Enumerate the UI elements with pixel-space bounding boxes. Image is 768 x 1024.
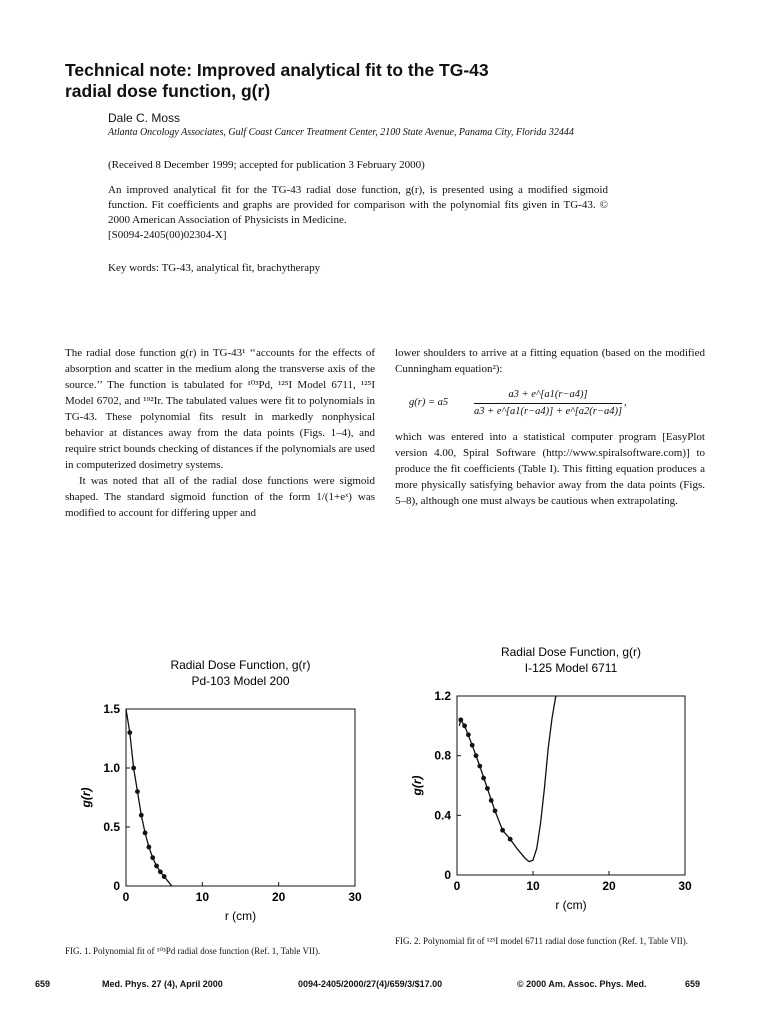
x-tick-label: 30 (678, 879, 692, 893)
chart-title: Radial Dose Function, g(r) (500, 645, 642, 659)
y-tick-label: 1.2 (434, 689, 451, 703)
chart-subtitle: I-125 Model 6711 (524, 661, 618, 675)
figure-2 (395, 640, 715, 930)
data-point (158, 869, 163, 874)
data-point (474, 753, 479, 758)
fitting-equation (409, 387, 705, 417)
x-tick-label: 0 (122, 890, 130, 904)
data-point (162, 874, 167, 879)
y-tick-label: 1.0 (103, 761, 120, 775)
figure-1-chart (60, 650, 380, 950)
figure-2-chart (395, 640, 715, 930)
title-line-2: radial dose function, g(r) (65, 81, 271, 101)
footer-copyright: © 2000 Am. Assoc. Phys. Med. (517, 979, 647, 989)
article-title (65, 60, 705, 102)
data-point (466, 732, 471, 737)
chart-title: Radial Dose Function, g(r) (170, 658, 311, 672)
x-tick-label: 20 (602, 879, 616, 893)
data-point (143, 831, 148, 836)
x-axis-label: r (cm) (224, 909, 257, 923)
data-point (150, 855, 155, 860)
y-axis-label: g(r) (79, 787, 93, 808)
data-point (489, 798, 494, 803)
paragraph-2: It was noted that all of the radial dose functions were sigmoid shaped. The standard sigmoid function of the form 1/(1+eˣ) was modified to account for differing upper and (65, 475, 375, 519)
footer-page-right: 659 (685, 979, 701, 989)
data-point (485, 786, 490, 791)
figure-1 (60, 650, 380, 950)
x-tick-label: 20 (271, 890, 286, 904)
data-point (477, 764, 482, 769)
paragraph-4: which was entered into a statistical computer program [EasyPlot version 4.00, Spiral Software (http://www.spiralsoftware.com)] to produce the fit coefficients (Table I). This fitting equation produces a more physically satisfying behavior away from the data points (Figs. 5–8), although one must always be cautious when extrapolating. (395, 431, 705, 507)
equation-fraction (474, 387, 622, 420)
footer-code: 0094-2405/2000/27(4)/659/3/$17.00 (298, 979, 443, 989)
plot-frame (126, 709, 355, 886)
author-name: Dale C. Moss (108, 111, 181, 125)
data-point (127, 730, 132, 735)
x-tick-label: 10 (526, 879, 540, 893)
equation-numerator: a3 + e^[a1(r−a4)] (474, 387, 622, 404)
chart-subtitle: Pd-103 Model 200 (191, 674, 290, 688)
y-tick-label: 0.4 (434, 808, 451, 823)
data-point (500, 828, 505, 833)
fit-curve (126, 709, 172, 886)
data-point (135, 789, 140, 794)
data-point (458, 717, 463, 722)
y-axis-label: g(r) (410, 775, 424, 796)
y-tick-label: 1.5 (103, 702, 120, 716)
data-point (462, 723, 467, 728)
abstract-text: An improved analytical fit for the TG-43 radial dose function, g(r), is presented using a modified sigmoid function. Fit coefficients and graphs are provided for comparison with the polynomial fits given in TG-43. © 2000 American Association of Physicists in Medicine. (108, 184, 608, 226)
author-affiliation: Atlanta Oncology Associates, Gulf Coast Cancer Treatment Center, 2100 State Avenue, Panama City, Florida 32444 (108, 127, 574, 138)
y-tick-label: 0.8 (434, 748, 451, 763)
equation-comma: , (624, 397, 627, 408)
plot-frame (457, 696, 685, 875)
data-point (139, 813, 144, 818)
x-tick-label: 30 (348, 890, 362, 904)
footer-journal: Med. Phys. 27 (4), April 2000 (102, 979, 223, 989)
footer-page-left: 659 (35, 979, 51, 989)
received-dates: (Received 8 December 1999; accepted for publication 3 February 2000) (108, 159, 425, 171)
equation-denominator: a3 + e^[a1(r−a4)] + e^[a2(r−a4)] (474, 406, 623, 417)
data-point (131, 766, 136, 771)
body-column-right (395, 345, 705, 509)
data-point (493, 808, 498, 813)
figure-1-caption: FIG. 1. Polynomial fit of ¹⁰³Pd radial dose function (Ref. 1, Table VII). (65, 946, 321, 956)
y-tick-label: 0 (444, 868, 451, 882)
data-point (481, 776, 486, 781)
data-point (508, 837, 513, 842)
figure-2-caption: FIG. 2. Polynomial fit of ¹²⁵I model 6711 radial dose function (Ref. 1, Table VII). (395, 936, 688, 946)
x-tick-label: 0 (453, 879, 461, 893)
title-line-1: Technical note: Improved analytical fit to the TG-43 (65, 60, 489, 80)
equation-lhs: g(r) = a5 (409, 397, 449, 408)
x-tick-label: 10 (195, 890, 210, 904)
data-point (154, 864, 159, 869)
body-column-left (65, 345, 375, 521)
abstract (108, 183, 608, 243)
doi: [S0094-2405(00)02304-X] (108, 229, 227, 241)
paragraph-3: lower shoulders to arrive at a fitting equation (based on the modified Cunningham equation²): (395, 347, 705, 375)
x-axis-label: r (cm) (555, 898, 587, 912)
fit-curve (459, 696, 556, 862)
keywords: Key words: TG-43, analytical fit, brachytherapy (108, 262, 321, 274)
y-tick-label: 0 (113, 879, 120, 893)
data-point (147, 845, 152, 850)
paragraph-1: The radial dose function g(r) in TG-43¹ ‘‘accounts for the effects of absorption and scatter in the medium along the transverse axis of the source.’’ The function is tabulated for ¹⁰³Pd, ¹²⁵I Model 6711, ¹²⁵I Model 6702, and ¹⁹²Ir. The tabulated values were fit to polynomials in TG-43. These polynomial fits result in markedly nonphysical behavior at distances away from the data points (Figs. 1–4), and require strict bounds checking of distances if the polynomials are used in computerized dosimetry systems. (65, 347, 375, 471)
y-tick-label: 0.5 (103, 820, 120, 834)
data-point (470, 743, 475, 748)
